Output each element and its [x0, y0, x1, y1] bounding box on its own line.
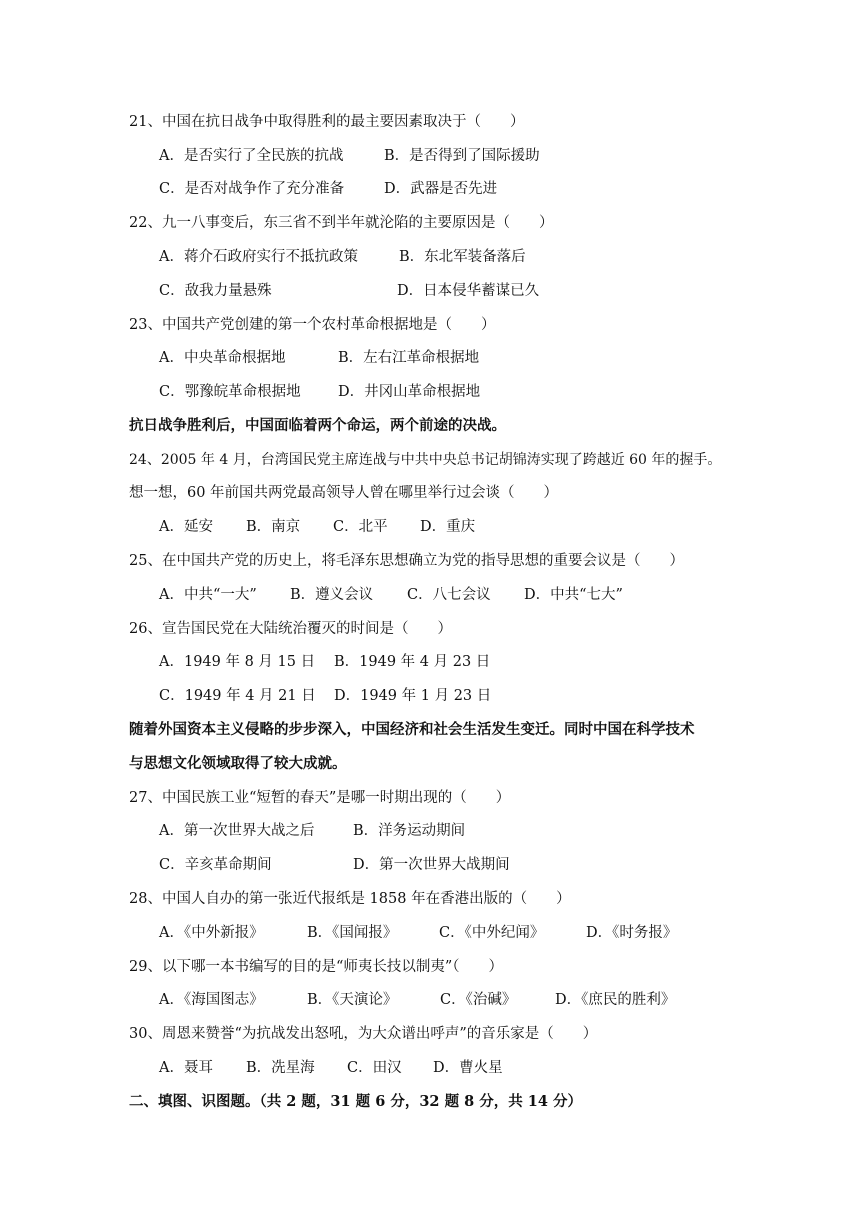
- question-27-options-row-2: [159, 855, 759, 875]
- option-c: C．《中外纪闻》: [439, 925, 545, 941]
- section-heading-economy-line-1: 随着外国资本主义侵略的步步深入，中国经济和社会生活发生变迁。同时中国在科学技术: [129, 721, 695, 738]
- question-23-stem: 23、中国共产党创建的第一个农村革命根据地是（ ）: [129, 317, 496, 333]
- option-d: D．日本侵华蓄谋已久: [397, 283, 540, 299]
- option-c: C．《治碱》: [440, 992, 517, 1008]
- question-24-options: [159, 517, 759, 537]
- option-b: B．东北军装备落后: [399, 249, 526, 265]
- question-28-options: [159, 923, 759, 943]
- option-a: A．聂耳: [159, 1060, 213, 1076]
- option-a: A．中共“一大”: [159, 587, 257, 603]
- option-b: B．是否得到了国际援助: [384, 148, 540, 164]
- question-23-options-row-2: [159, 382, 759, 402]
- option-a: A．1949 年 8 月 15 日: [159, 654, 316, 670]
- option-c: C．八七会议: [407, 587, 491, 603]
- section-heading-economy-line-2: 与思想文化领域取得了较大成就。: [129, 755, 347, 772]
- question-21-options-row-2: [159, 179, 759, 199]
- option-d: D．武器是否先进: [384, 181, 498, 197]
- option-c: C．1949 年 4 月 21 日: [159, 688, 316, 704]
- option-a: A．第一次世界大战之后: [159, 823, 315, 839]
- option-b: B．左右江革命根据地: [338, 350, 480, 366]
- option-d: D．《庶民的胜利》: [555, 992, 676, 1008]
- option-c: C．鄂豫皖革命根据地: [159, 384, 301, 400]
- option-d: D．曹火星: [433, 1060, 503, 1076]
- question-27-options-row-1: [159, 821, 759, 841]
- option-c: C．辛亥革命期间: [159, 857, 272, 873]
- section-two-heading: 二、填图、识图题。（共 2 题，31 题 6 分，32 题 8 分，共 14 分）: [129, 1093, 583, 1110]
- option-a: A．《中外新报》: [159, 925, 264, 941]
- question-25-stem: 25、在中国共产党的历史上，将毛泽东思想确立为党的指导思想的重要会议是（ ）: [129, 553, 684, 569]
- option-a: A．中央革命根据地: [159, 350, 286, 366]
- question-30-options: [159, 1058, 759, 1078]
- option-d: D．重庆: [420, 519, 476, 535]
- option-a: A．《海国图志》: [159, 992, 264, 1008]
- question-24-stem-line-1: 24、2005 年 4 月，台湾国民党主席连战与中共中央总书记胡锦涛实现了跨越近 60 年的握手。: [129, 452, 722, 468]
- option-d: D．中共“七大”: [524, 587, 623, 603]
- option-c: C．北平: [333, 519, 388, 535]
- question-22-options-row-2: [159, 281, 759, 301]
- question-22-stem: 22、九一八事变后，东三省不到半年就沦陷的主要原因是（ ）: [129, 215, 554, 231]
- question-21-options-row-1: [159, 146, 759, 166]
- option-a: A．是否实行了全民族的抗战: [159, 148, 344, 164]
- option-d: D．井冈山革命根据地: [338, 384, 481, 400]
- option-b: B．冼星海: [246, 1060, 315, 1076]
- question-22-options-row-1: [159, 247, 759, 267]
- option-c: C．田汉: [347, 1060, 402, 1076]
- question-27-stem: 27、中国民族工业“短暂的春天”是哪一时期出现的（ ）: [129, 790, 511, 806]
- question-26-options-row-2: [159, 686, 759, 706]
- question-25-options: [159, 585, 779, 605]
- option-b: B．1949 年 4 月 23 日: [334, 654, 491, 670]
- question-21-stem: 21、中国在抗日战争中取得胜利的最主要因素取决于（ ）: [129, 114, 525, 130]
- option-b: B．《天演论》: [307, 992, 398, 1008]
- question-24-stem-line-2: 想一想，60 年前国共两党最高领导人曾在哪里举行过会谈（ ）: [129, 485, 559, 501]
- option-c: C．是否对战争作了充分准备: [159, 181, 345, 197]
- option-d: D．《时务报》: [586, 925, 678, 941]
- option-a: A．延安: [159, 519, 213, 535]
- option-c: C．敌我力量悬殊: [159, 283, 272, 299]
- option-b: B．洋务运动期间: [353, 823, 466, 839]
- option-b: B．遵义会议: [290, 587, 374, 603]
- option-d: D．第一次世界大战期间: [353, 857, 510, 873]
- option-b: B．《国闻报》: [307, 925, 398, 941]
- question-29-options: [159, 990, 759, 1010]
- section-heading-postwar: 抗日战争胜利后，中国面临着两个命运，两个前途的决战。: [129, 417, 506, 434]
- question-29-stem: 29、以下哪一本书编写的目的是“师夷长技以制夷”（ ）: [129, 959, 504, 975]
- option-d: D．1949 年 1 月 23 日: [334, 688, 492, 704]
- option-b: B．南京: [246, 519, 301, 535]
- question-26-options-row-1: [159, 652, 759, 672]
- question-23-options-row-1: [159, 348, 759, 368]
- question-28-stem: 28、中国人自办的第一张近代报纸是 1858 年在香港出版的（ ）: [129, 891, 571, 907]
- question-30-stem: 30、周恩来赞誉“为抗战发出怒吼，为大众谱出呼声”的音乐家是（ ）: [129, 1026, 598, 1042]
- option-a: A．蒋介石政府实行不抵抗政策: [159, 249, 358, 265]
- question-26-stem: 26、宣告国民党在大陆统治覆灭的时间是（ ）: [129, 621, 452, 637]
